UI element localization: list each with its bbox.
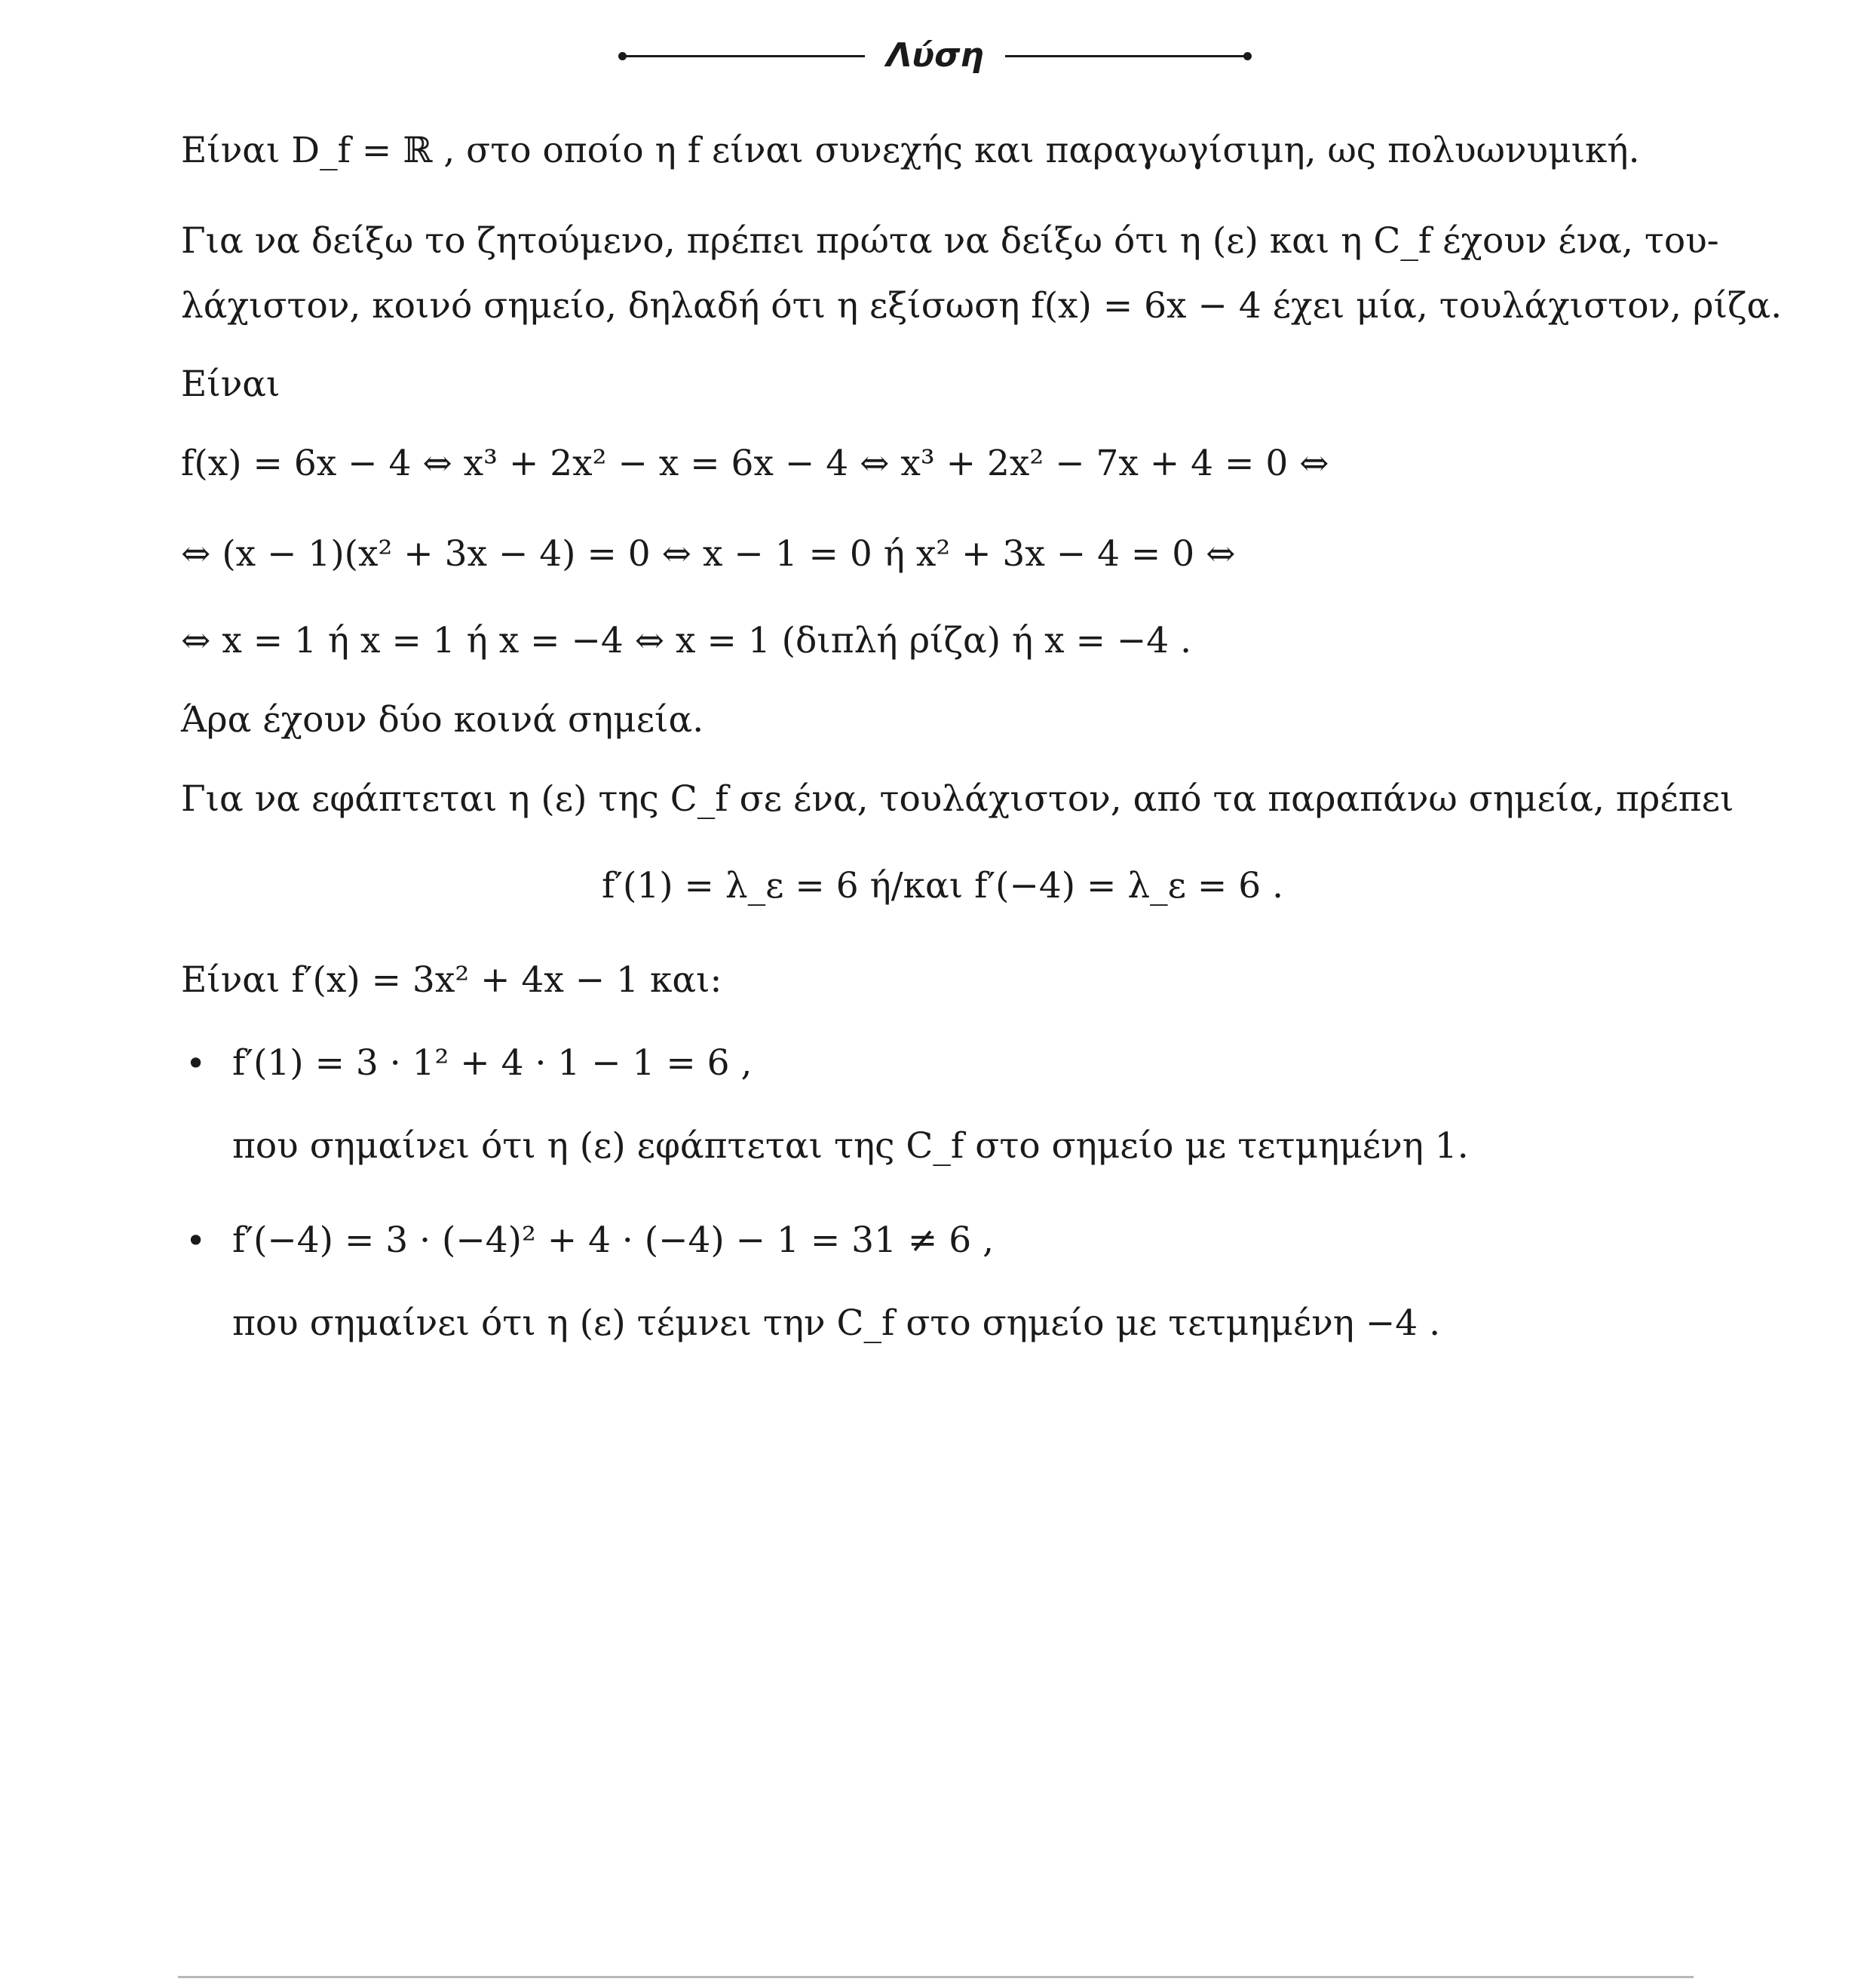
intersect-conclusion: που σημαίνει ότι η (ε) τέμνει την C_f στο σημείο με τετμημένη −4 . xyxy=(232,1302,1441,1344)
bullet-1: • xyxy=(185,1043,207,1084)
equation-line-3: ⇔ x = 1 ή x = 1 ή x = −4 ⇔ x = 1 (διπλή ρίζα) ή x = −4 . xyxy=(181,620,1192,661)
goal-statement-line-1: Για να δείξω το ζητούμενο, πρέπει πρώτα να δείξω ότι η (ε) και η C_f έχουν ένα, του- xyxy=(181,220,1719,262)
solution-title: Λύση xyxy=(886,36,984,75)
header-rule-left xyxy=(622,55,865,57)
tangency-condition-equation: f′(1) = λ_ε = 6 ή/και f′(−4) = λ_ε = 6 . xyxy=(601,865,1284,907)
header-rule-right xyxy=(1005,55,1248,57)
derivative-at-1: f′(1) = 3 · 1² + 4 · 1 − 1 = 6 , xyxy=(232,1042,753,1084)
footer-rule xyxy=(178,1976,1694,1978)
derivative-statement: Είναι f′(x) = 3x² + 4x − 1 και: xyxy=(181,959,722,1001)
tangency-condition-text: Για να εφάπτεται η (ε) της C_f σε ένα, τουλάχιστον, από τα παραπάνω σημεία, πρέπει xyxy=(181,778,1734,820)
domain-statement: Είναι D_f = ℝ , στο οποίο η f είναι συνεχής και παραγωγίσιμη, ως πολυωνυμική. xyxy=(181,130,1640,171)
common-points-statement: Άρα έχουν δύο κοινά σημεία. xyxy=(181,699,704,741)
equation-line-1: f(x) = 6x − 4 ⇔ x³ + 2x² − x = 6x − 4 ⇔ x³ + 2x² − 7x + 4 = 0 ⇔ xyxy=(181,443,1329,484)
tangent-conclusion: που σημαίνει ότι η (ε) εφάπτεται της C_f στο σημείο με τετμημένη 1. xyxy=(232,1125,1469,1167)
text-einai: Είναι xyxy=(181,364,280,405)
equation-line-2: ⇔ (x − 1)(x² + 3x − 4) = 0 ⇔ x − 1 = 0 ή x² + 3x − 4 = 0 ⇔ xyxy=(181,533,1236,575)
derivative-at-minus-4: f′(−4) = 3 · (−4)² + 4 · (−4) − 1 = 31 ≠ 6 , xyxy=(232,1219,995,1261)
solution-header xyxy=(0,33,1870,78)
bullet-2: • xyxy=(185,1220,207,1261)
goal-statement-line-2: λάχιστον, κοινό σημείο, δηλαδή ότι η εξίσωση f(x) = 6x − 4 έχει μία, τουλάχιστον, ρίζα. xyxy=(181,285,1783,327)
